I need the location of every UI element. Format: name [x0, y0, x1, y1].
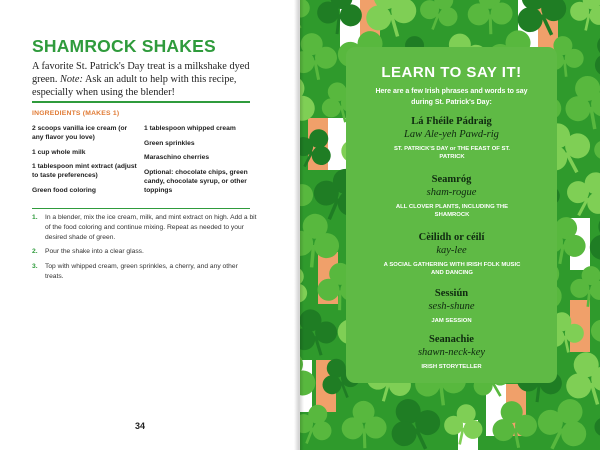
- ingredient-item: Maraschino cherries: [144, 154, 210, 161]
- shamrock-icon: [529, 389, 598, 450]
- step-text: Top with whipped cream, green sprinkles, a cherry, and any other treats.: [45, 263, 238, 280]
- ingredient-item: Optional: chocolate chips, green candy, chocolate syrup, or other toppings: [144, 168, 248, 194]
- step-item: [32, 247, 257, 257]
- shamrock-icon: [380, 389, 449, 450]
- step-number: 3.: [32, 263, 38, 271]
- phrase-block: [346, 115, 557, 162]
- irish-word: Seanachie: [429, 334, 474, 345]
- divider-rule: [32, 208, 250, 209]
- panel-subtitle: Here are a few Irish phrases and words to say during St. Patrick's Day:: [375, 88, 528, 106]
- phrase-block: [346, 333, 557, 371]
- irish-word: Sessiún: [434, 288, 469, 299]
- shamrock-icon: [341, 400, 388, 449]
- steps-list: [32, 213, 257, 287]
- shamrock-icon: [467, 0, 514, 35]
- meaning: A SOCIAL GATHERING WITH IRISH FOLK MUSIC AND DANCING: [383, 262, 521, 277]
- step-item: [32, 213, 257, 242]
- ingredients-column-right: [144, 124, 249, 200]
- ingredients-heading: INGREDIENTS (MAKES 1): [32, 110, 120, 117]
- shamrock-icon: [414, 0, 465, 36]
- shamrock-icon: [300, 303, 343, 361]
- phrase-block: [346, 231, 557, 278]
- intro-paragraph: [32, 60, 257, 100]
- shamrock-icon: [567, 0, 600, 34]
- step-text: Pour the shake into a clear glass.: [45, 248, 144, 256]
- shamrock-icon: [559, 163, 600, 226]
- phrase-block: [346, 173, 557, 220]
- meaning: ALL CLOVER PLANTS, INCLUDING THE SHAMROCK: [395, 204, 509, 219]
- right-page: [300, 0, 600, 450]
- ingredient-item: 2 scoops vanilla ice cream (or any flavor you love): [32, 125, 128, 141]
- irish-word: Cèilidh or céilí: [418, 232, 485, 243]
- meaning: ST. PATRICK'S DAY or THE FEAST OF ST. PATRICK: [393, 146, 511, 161]
- pronunciation: sham-rogue: [426, 187, 477, 198]
- shamrock-icon: [560, 72, 600, 134]
- irish-word: Seamróg: [431, 174, 472, 185]
- ingredient-item: Green sprinkles: [144, 139, 195, 147]
- shamrock-icon: [594, 403, 600, 446]
- step-number: 2.: [32, 248, 38, 256]
- ingredients-column-left: [32, 124, 137, 200]
- intro-text: A favorite St. Patrick's Day treat is a milkshake dyed green.: [32, 61, 250, 86]
- page-title: SHAMROCK SHAKES: [32, 36, 216, 56]
- pronunciation: kay-lee: [436, 245, 467, 256]
- ingredient-item: Green food coloring: [32, 186, 96, 194]
- book-gutter-shadow: [294, 0, 304, 450]
- divider-rule: [32, 101, 250, 103]
- step-item: [32, 262, 257, 282]
- intro-note-label: Note:: [60, 74, 83, 86]
- shamrock-icon: [592, 125, 600, 171]
- phrase-block: [346, 287, 557, 325]
- step-number: 1.: [32, 214, 38, 221]
- irish-word: Lá Fhéile Pádraig: [411, 116, 492, 127]
- learn-to-say-it-panel: [346, 47, 557, 383]
- pronunciation: sesh-shune: [428, 301, 475, 312]
- panel-title: LEARN TO SAY IT!: [381, 64, 522, 81]
- step-text: In a blender, mix the ice cream, milk, and mint extract on high. Add a bit of the food coloring and continue mixing. Repeat as needed to your desired shade of green.: [45, 214, 257, 241]
- ingredient-item: 1 tablespoon mint extract (adjust to taste preferences): [32, 163, 137, 179]
- ingredient-item: 1 tablespoon whipped cream: [144, 125, 236, 132]
- meaning: IRISH STORYTELLER: [421, 364, 482, 370]
- pronunciation: shawn-neck-key: [417, 347, 486, 358]
- intro-note-text: Ask an adult to help with this recipe, especially when using the blender!: [32, 74, 237, 99]
- shamrock-icon: [300, 29, 341, 84]
- meaning: JAM SESSION: [431, 318, 472, 324]
- page-number: 34: [135, 421, 146, 431]
- pronunciation: Law Ale-yeh Pawd-rig: [404, 129, 499, 140]
- ingredient-item: 1 cup whole milk: [32, 148, 86, 156]
